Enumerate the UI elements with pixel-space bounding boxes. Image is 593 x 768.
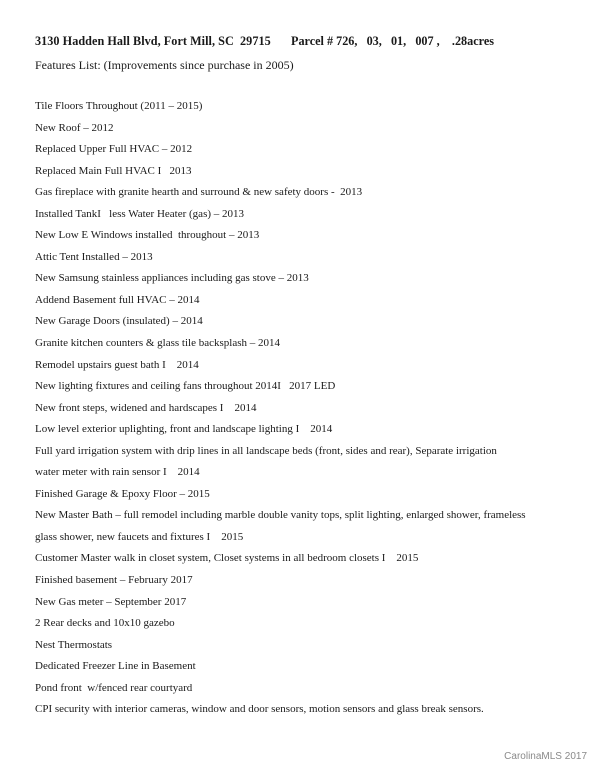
feature-line: New Samsung stainless appliances including gas stove – 2013 bbox=[35, 272, 309, 285]
feature-line: Addend Basement full HVAC – 2014 bbox=[35, 293, 200, 306]
feature-line: Low level exterior uplighting, front and landscape lighting I 2014 bbox=[35, 423, 333, 436]
feature-line: New Roof – 2012 bbox=[35, 121, 114, 134]
feature-line: Tile Floors Throughout (2011 – 2015) bbox=[35, 100, 203, 112]
feature-line: Customer Master walk in closet system, Closet systems in all bedroom closets I 2015 bbox=[35, 552, 419, 565]
feature-line: New front steps, widened and hardscapes I 2014 bbox=[35, 401, 257, 414]
feature-line: New Master Bath – full remodel including marble double vanity tops, split lighting, enlarged shower, frameless bbox=[35, 509, 526, 522]
feature-line: Attic Tent Installed – 2013 bbox=[35, 250, 153, 263]
feature-line: New Garage Doors (insulated) – 2014 bbox=[35, 315, 203, 328]
feature-line: Pond front w/fenced rear courtyard bbox=[35, 681, 193, 694]
feature-line: CPI security with interior cameras, window and door sensors, motion sensors and glass break sensors. bbox=[35, 703, 484, 716]
features-subtitle: Features List: (Improvements since purchase in 2005) bbox=[35, 58, 294, 72]
feature-line: Installed TankI less Water Heater (gas) – 2013 bbox=[35, 207, 245, 220]
feature-line: water meter with rain sensor I 2014 bbox=[35, 466, 200, 479]
feature-line: glass shower, new faucets and fixtures I 2015 bbox=[35, 530, 244, 543]
feature-line: Finished Garage & Epoxy Floor – 2015 bbox=[35, 487, 210, 500]
feature-line: Finished basement – February 2017 bbox=[35, 574, 193, 587]
features-list bbox=[35, 100, 526, 725]
feature-line: Full yard irrigation system with drip lines in all landscape beds (front, sides and rear), Separate irrigation bbox=[35, 444, 497, 457]
mls-watermark: CarolinaMLS 2017 bbox=[504, 751, 587, 762]
feature-line: New lighting fixtures and ceiling fans throughout 2014I 2017 LED bbox=[35, 380, 336, 393]
feature-line: Gas fireplace with granite hearth and surround & new safety doors - 2013 bbox=[35, 186, 363, 199]
feature-line: Replaced Main Full HVAC I 2013 bbox=[35, 164, 192, 177]
parcel-number: Parcel # 726, 03, 01, 007 , .28acres bbox=[291, 34, 494, 48]
feature-line: Remodel upstairs guest bath I 2014 bbox=[35, 358, 199, 371]
feature-line: 2 Rear decks and 10x10 gazebo bbox=[35, 617, 175, 630]
property-address: 3130 Hadden Hall Blvd, Fort Mill, SC 29715 bbox=[35, 34, 271, 48]
feature-line: Granite kitchen counters & glass tile backsplash – 2014 bbox=[35, 337, 280, 350]
feature-line: Nest Thermostats bbox=[35, 638, 113, 651]
feature-line: New Gas meter – September 2017 bbox=[35, 595, 187, 608]
feature-line: Replaced Upper Full HVAC – 2012 bbox=[35, 143, 193, 156]
feature-line: Dedicated Freezer Line in Basement bbox=[35, 660, 196, 673]
feature-line: New Low E Windows installed throughout – 2013 bbox=[35, 229, 260, 242]
